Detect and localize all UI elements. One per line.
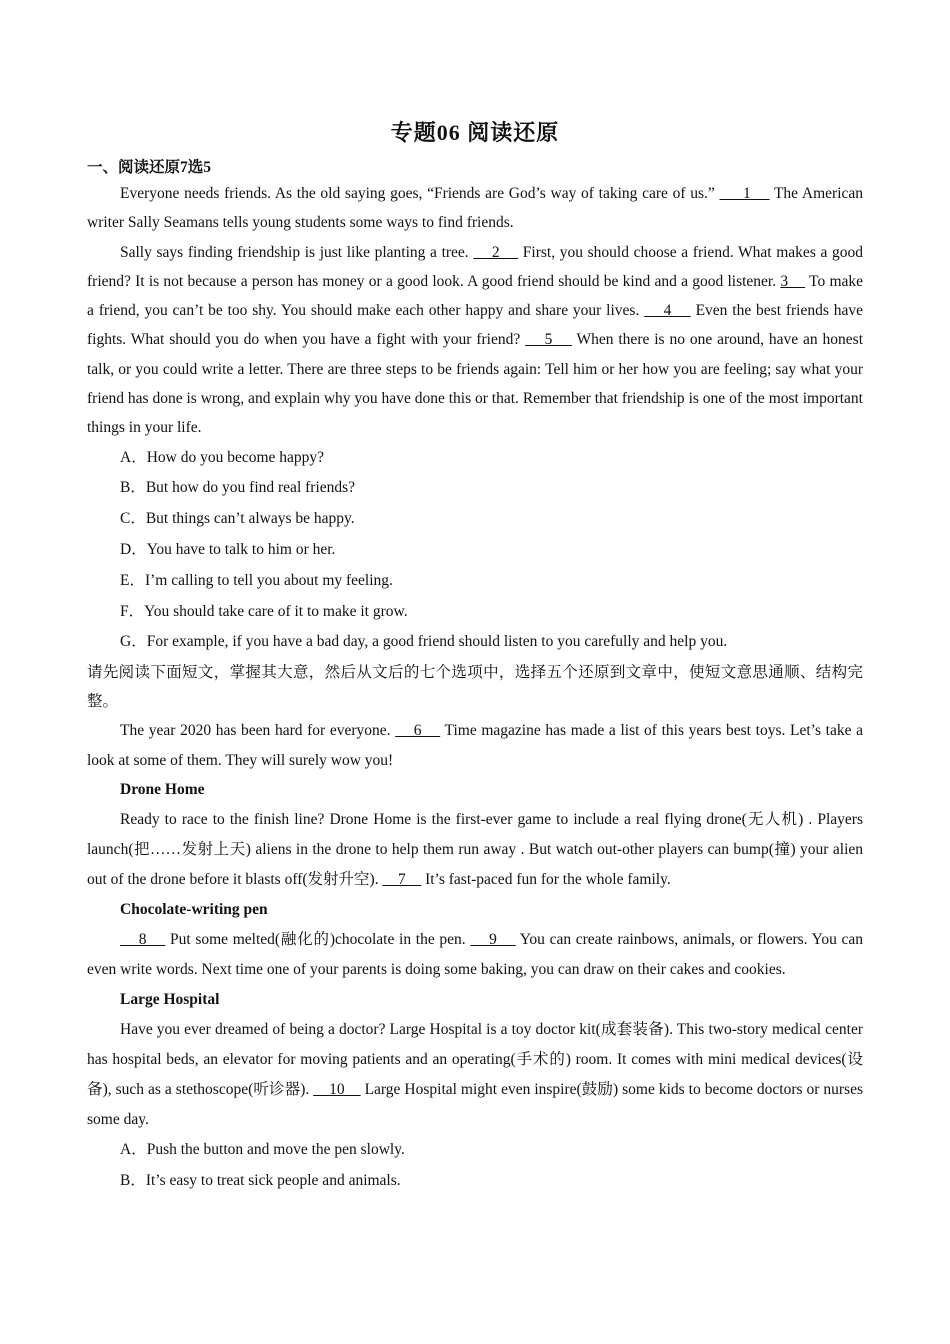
blank-9[interactable]: 9 [470, 930, 516, 948]
passage2-paragraph-2: Ready to race to the finish line? Drone Home is the first-ever game to include a real flying drone(无人机) . Players launch(把……发射上天) aliens in the drone to help them run away . But watch out-other players can bump(撞) your alien out of the drone before it blasts off(发射升空). 7 It’s fast-paced fun for the whole family. [87, 810, 863, 888]
blank-10[interactable]: 10 [313, 1080, 361, 1098]
passage2-paragraph-3: 8 Put some melted(融化的)chocolate in the pen. 9 You can create rainbows, animals, or flowers. You can even write words. Next time one of your parents is doing some baking, you can draw on their cakes and cookies. [87, 930, 864, 978]
option2-b: B．It’s easy to treat sick people and animals. [120, 1171, 401, 1189]
instructions: 请先阅读下面短文，掌握其大意，然后从文后的七个选项中，选择五个还原到文章中，使短文意思通顺、结构完整。 [87, 664, 863, 711]
page-title: 专题06 阅读还原 [390, 120, 560, 145]
blank-6[interactable]: 6 [395, 722, 441, 740]
blank-7[interactable]: 7 [382, 870, 422, 888]
blank-4[interactable]: 4 [644, 302, 691, 320]
option-e: E．I’m calling to tell you about my feeling. [120, 571, 393, 589]
option2-a: A．Push the button and move the pen slowly. [120, 1140, 405, 1158]
options-list-2 [87, 1135, 863, 1197]
blank-5[interactable]: 5 [525, 331, 572, 349]
passage2-paragraph-1: The year 2020 has been hard for everyone. 6 Time magazine has made a list of this years best toys. Let’s take a look at some of them. They will surely wow you! [87, 722, 863, 769]
option-b: B．But how do you find real friends? [120, 479, 356, 497]
option-a: A．How do you become happy? [120, 448, 325, 466]
options-list-1 [87, 443, 863, 659]
blank-2[interactable]: 2 [473, 243, 519, 261]
subheading-large-hospital: Large Hospital [120, 990, 220, 1008]
passage-paragraph-1: Everyone needs friends. As the old saying goes, “Friends are God’s way of taking care of us.” 1 The American writer Sally Seamans tells young students some ways to find friends. [87, 185, 864, 232]
blank-8[interactable]: 8 [120, 930, 166, 948]
blank-1[interactable]: 1 [719, 185, 770, 202]
option-c: C．But things can’t always be happy. [120, 510, 355, 528]
subheading-chocolate-pen: Chocolate-writing pen [120, 900, 268, 918]
content [87, 157, 863, 1196]
subheading-drone-home: Drone Home [120, 780, 205, 798]
option-f: F．You should take care of it to make it grow. [120, 602, 408, 620]
option-g: G．For example, if you have a bad day, a good friend should listen to you carefully and help you. [120, 633, 728, 651]
passage2-paragraph-4: Have you ever dreamed of being a doctor? Large Hospital is a toy doctor kit(成套装备). This two-story medical center has hospital beds, an elevator for moving patients and an operating(手术的) room. It comes with mini medical devices(设备), such as a stethoscope(听诊器). 10 Large Hospital might even inspire(鼓励) some kids to become doctors or nurses some day. [87, 1020, 863, 1128]
passage-paragraph-2: Sally says finding friendship is just like planting a tree. 2 First, you should choose a friend. What makes a good friend? It is not because a person has money or a good look. A good friend should be kind and a good listener. 3 To make a friend, you can’t be too shy. You should make each other happy and share your lives. 4 Even the best friends have fights. What should you do when you have a fight with your friend? 5 When there is no one around, have an honest talk, or you could write a letter. There are three steps to be friends again: Tell him or her how you are feeling; say what your friend has done is wrong, and explain why you have done this or that. Remember that friendship is one of the most important things in your life. [87, 243, 864, 437]
blank-3[interactable]: 3 [780, 272, 806, 290]
option-d: D．You have to talk to him or her. [120, 541, 336, 559]
section-heading: 一、阅读还原7选5 [87, 159, 212, 176]
